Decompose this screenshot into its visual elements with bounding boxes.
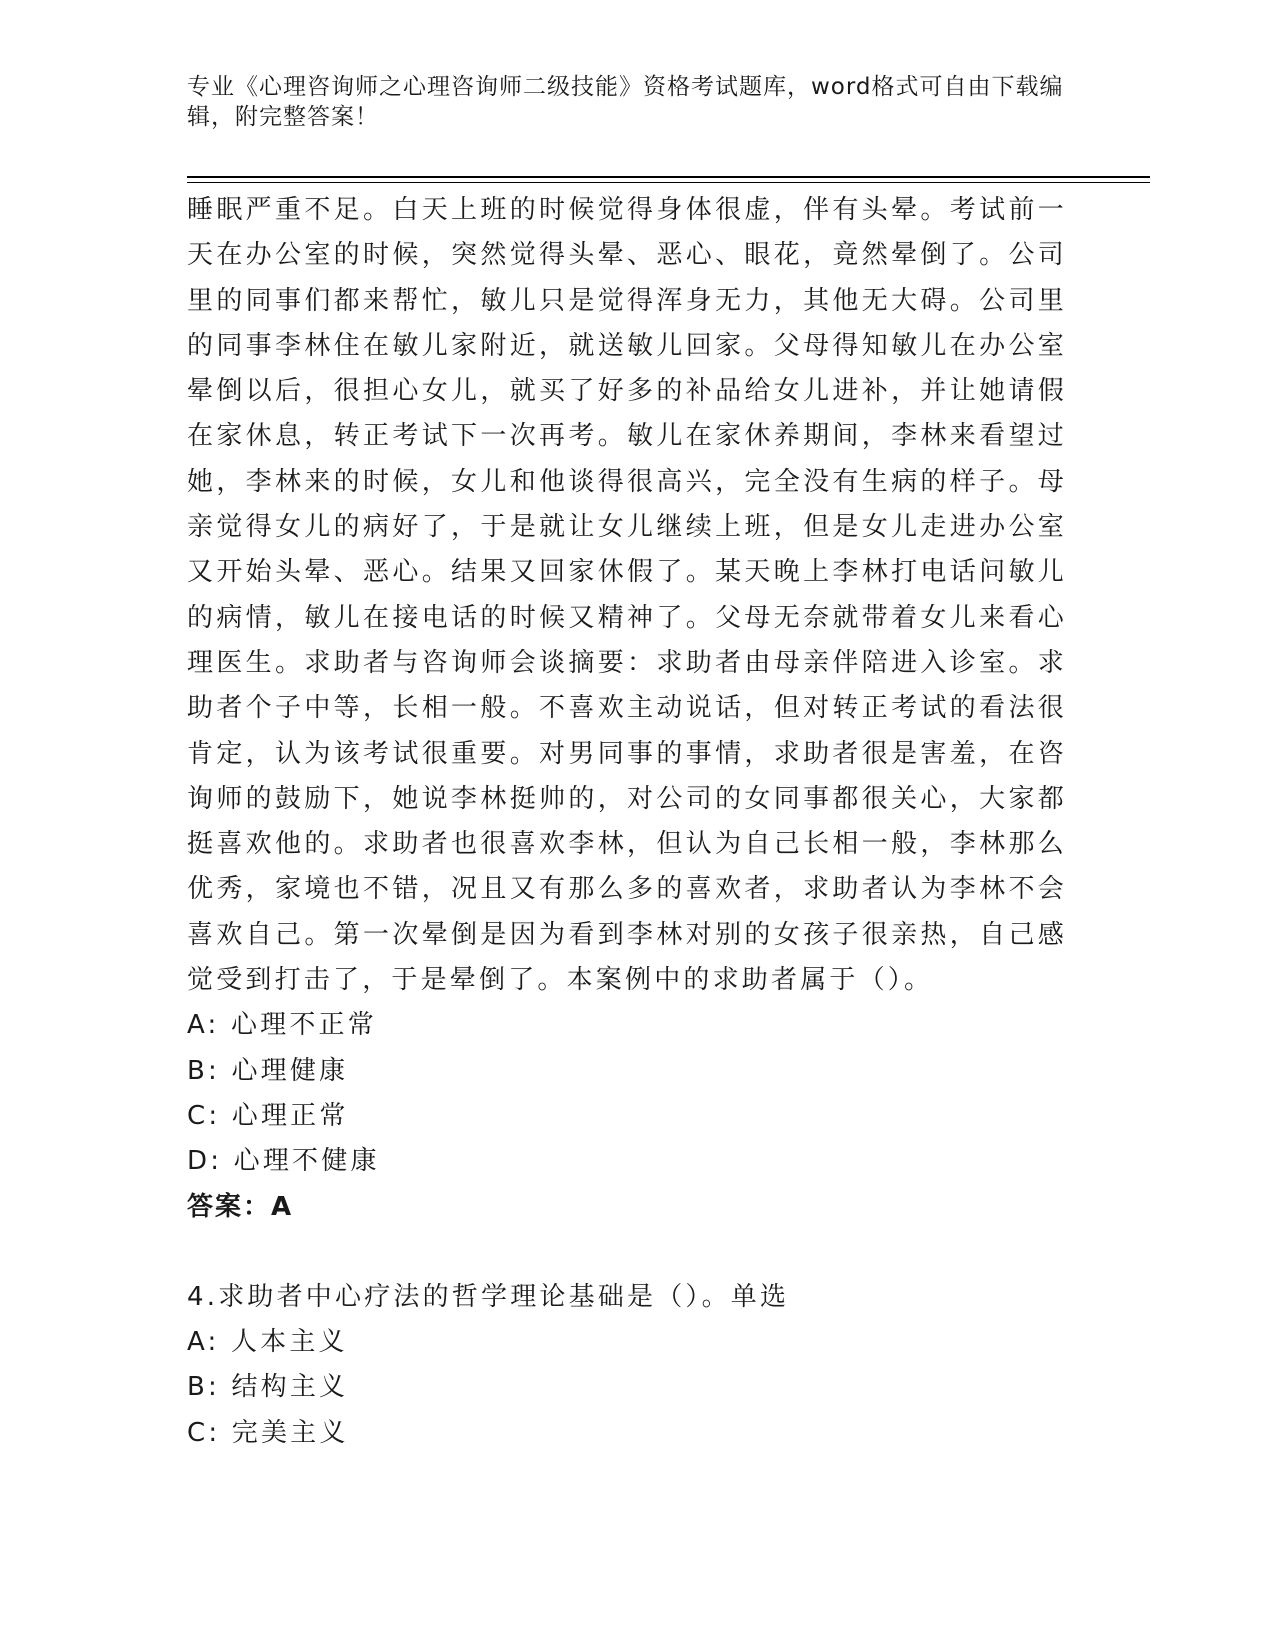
header-rule-thick	[187, 176, 1150, 178]
option-b: B: 心理健康	[187, 1055, 349, 1086]
q4-option-a: A: 人本主义	[187, 1327, 348, 1358]
document-body	[187, 188, 1067, 1456]
document-header	[187, 72, 1067, 132]
answer-line: 答案：A	[187, 1191, 294, 1222]
question-4-stem: 4.求助者中心疗法的哲学理论基础是（）。单选	[187, 1281, 790, 1312]
header-rule-thin	[187, 182, 1150, 183]
option-a: A: 心理不正常	[187, 1010, 377, 1041]
question-spacer	[187, 1230, 1067, 1275]
option-d: D: 心理不健康	[187, 1146, 380, 1177]
option-c: C: 心理正常	[187, 1100, 349, 1131]
q4-option-b: B: 结构主义	[187, 1372, 349, 1403]
header-title: 专业《心理咨询师之心理咨询师二级技能》资格考试题库，word格式可自由下载编辑，附完整答案！	[187, 74, 1064, 130]
q4-option-c: C: 完美主义	[187, 1417, 349, 1448]
case-text: 睡眠严重不足。白天上班的时候觉得身体很虚，伴有头晕。考试前一天在办公室的时候，突然觉得头晕、恶心、眼花，竟然晕倒了。公司里的同事们都来帮忙，敏儿只是觉得浑身无力，其他无大碍。公司里的同事李林住在敏儿家附近，就送敏儿回家。父母得知敏儿在办公室晕倒以后，很担心女儿，就买了好多的补品给女儿进补，并让她请假在家休息，转正考试下一次再考。敏儿在家休养期间，李林来看望过她，李林来的时候，女儿和他谈得很高兴，完全没有生病的样子。母亲觉得女儿的病好了，于是就让女儿继续上班，但是女儿走进办公室又开始头晕、恶心。结果又回家休假了。某天晚上李林打电话问敏儿的病情，敏儿在接电话的时候又精神了。父母无奈就带着女儿来看心理医生。求助者与咨询师会谈摘要：求助者由母亲伴陪进入诊室。求助者个子中等，长相一般。不喜欢主动说话，但对转正考试的看法很肯定，认为该考试很重要。对男同事的事情，求助者很是害羞，在咨询师的鼓励下，她说李林挺帅的，对公司的女同事都很关心，大家都挺喜欢他的。求助者也很喜欢李林，但认为自己长相一般，李林那么优秀，家境也不错，况且又有那么多的喜欢者，求助者认为李林不会喜欢自己。第一次晕倒是因为看到李林对别的女孩子很亲热，自己感觉受到打击了，于是晕倒了。本案例中的求助者属于（）。	[187, 195, 1067, 996]
